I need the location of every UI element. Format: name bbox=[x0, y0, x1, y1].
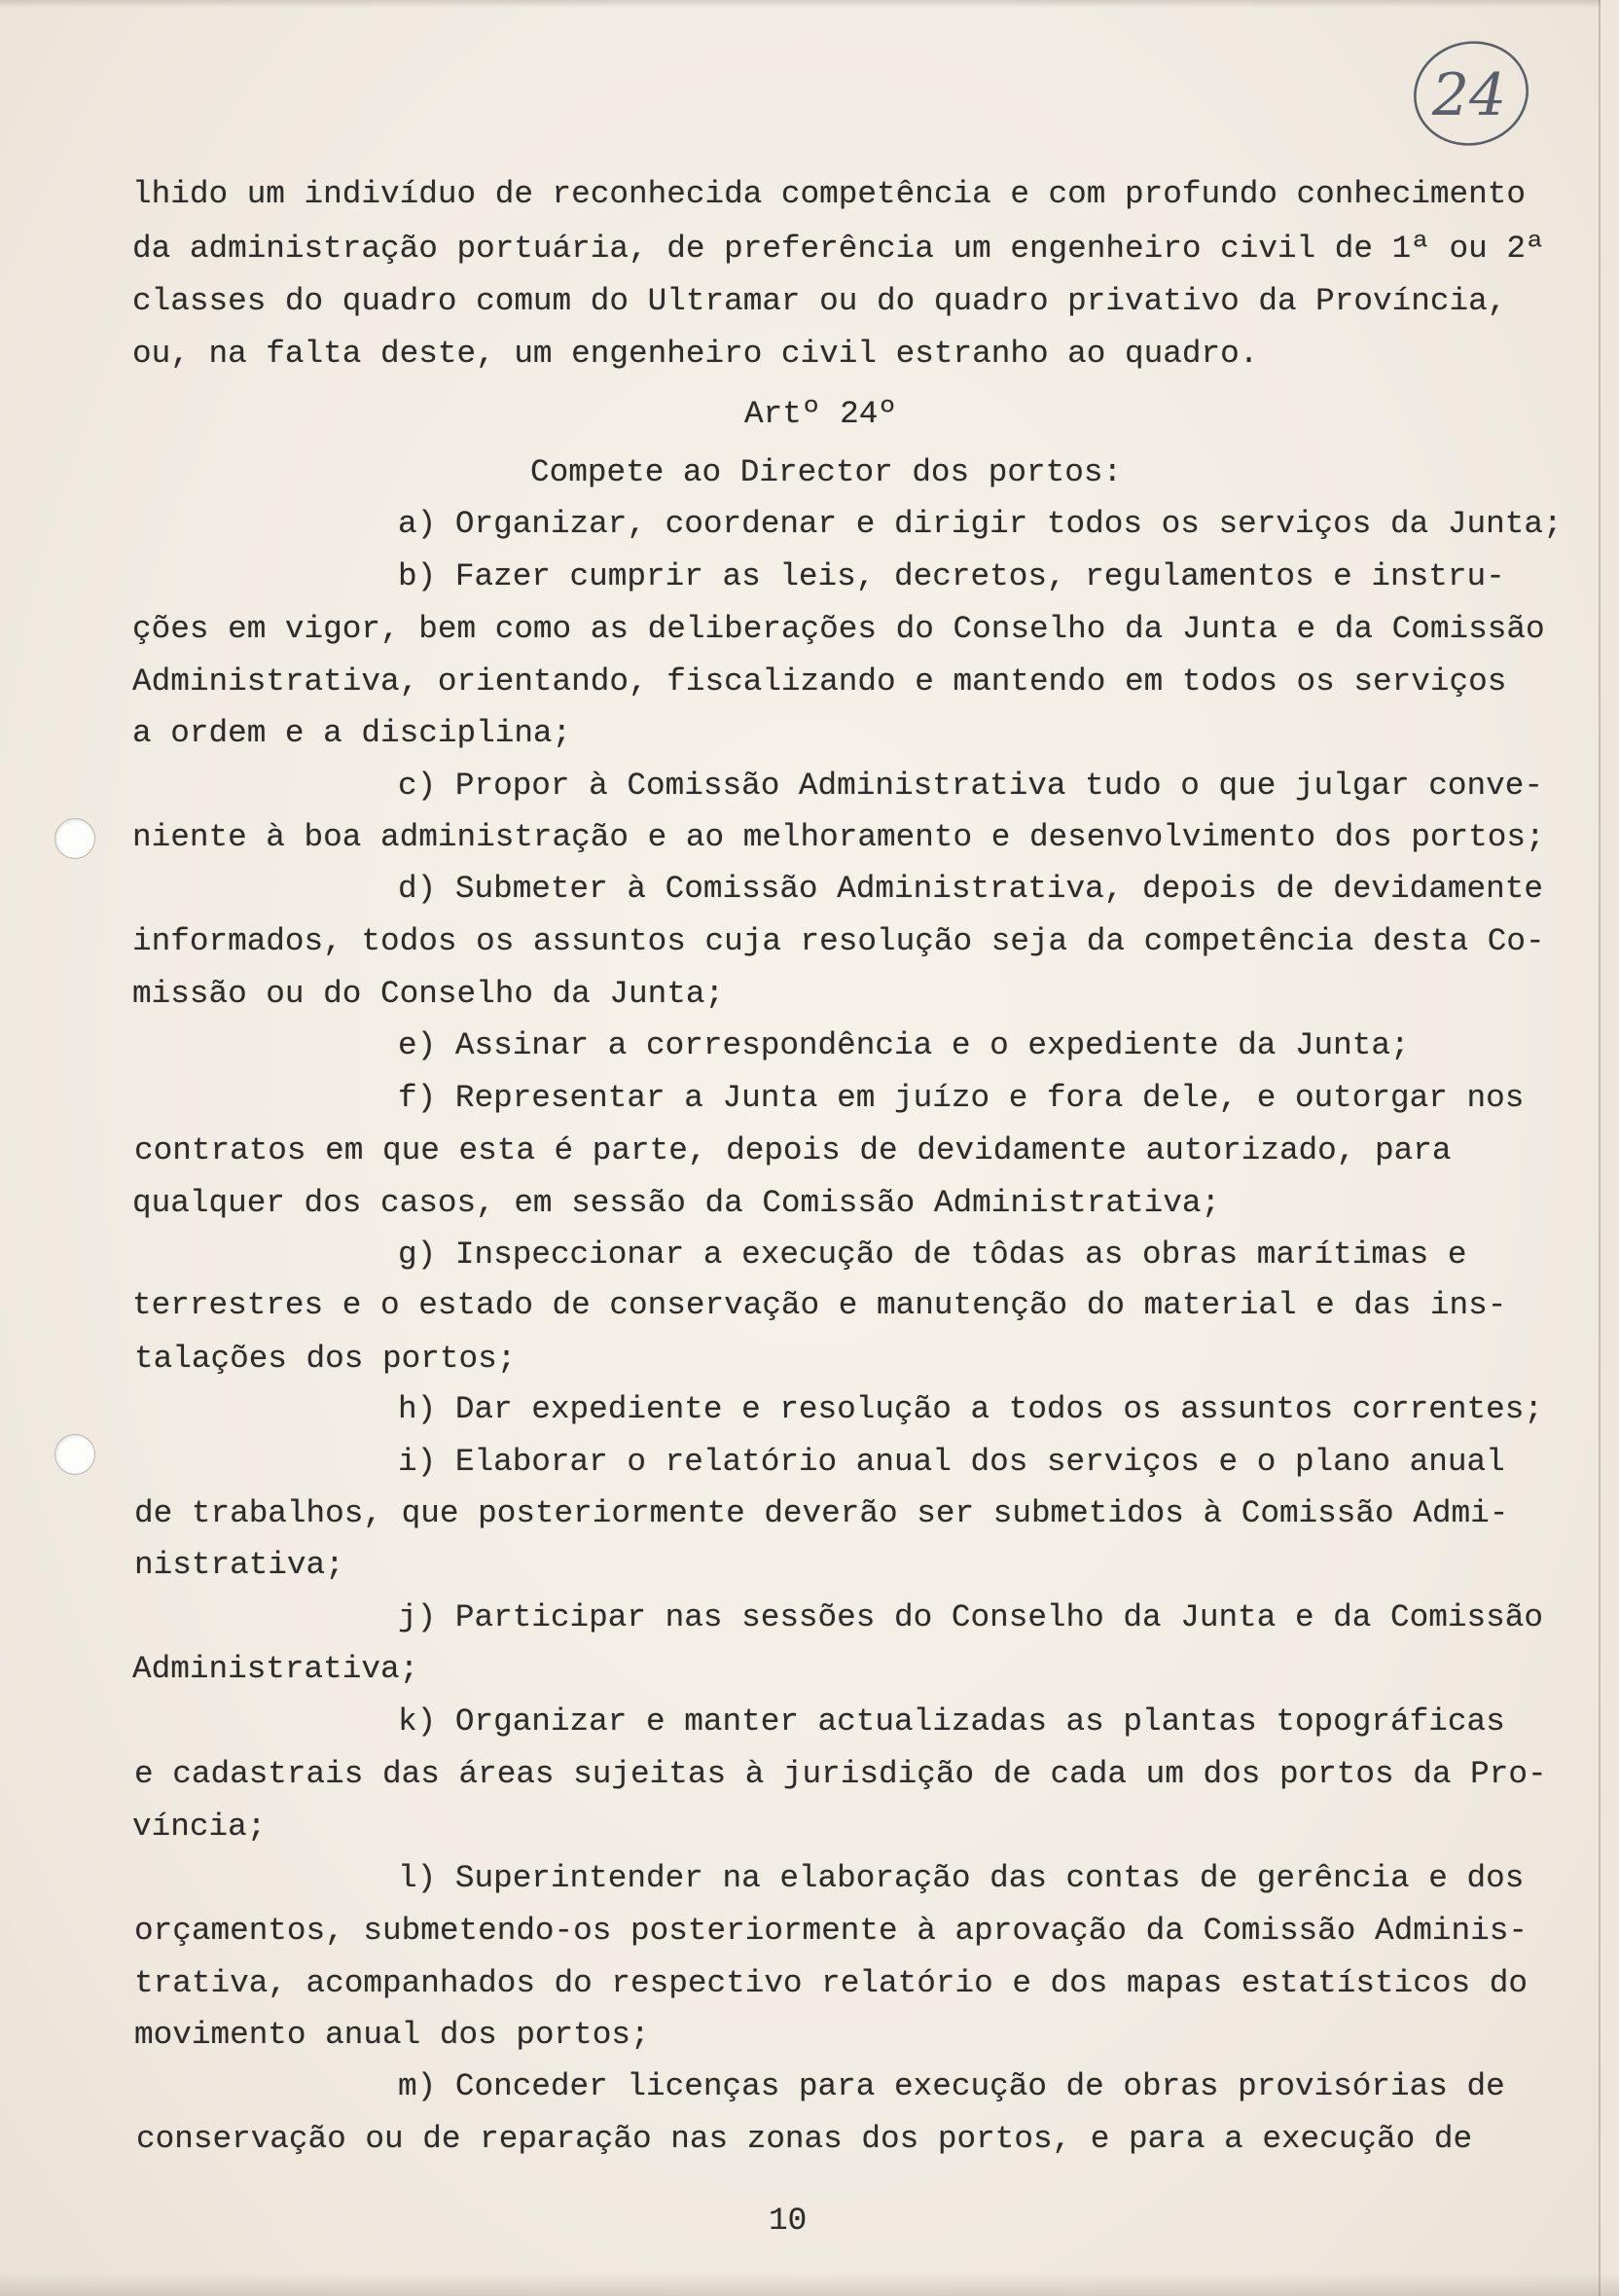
item-line: talações dos portos; bbox=[134, 1341, 517, 1377]
item-line: nistrativa; bbox=[134, 1547, 344, 1583]
item-line: conservação ou de reparação nas zonas dos portos, e para a execução de bbox=[136, 2121, 1473, 2157]
punch-hole bbox=[54, 818, 95, 859]
item-line: ções em vigor, bem como as deliberações do Conselho da Junta e da Comissão bbox=[132, 611, 1545, 647]
item-line: qualquer dos casos, em sessão da Comissão Administrativa; bbox=[132, 1185, 1221, 1221]
item-line: de trabalhos, que posteriormente deverão ser submetidos à Comissão Admi- bbox=[134, 1495, 1509, 1531]
item-line: m) Conceder licenças para execução de obras provisórias de bbox=[398, 2068, 1505, 2104]
article-lead: Compete ao Director dos portos: bbox=[530, 454, 1123, 490]
item-line: informados, todos os assuntos cuja resolução seja da competência desta Co- bbox=[132, 923, 1545, 959]
item-line: d) Submeter à Comissão Administrativa, depois de devidamente bbox=[398, 871, 1543, 907]
paper-top-edge bbox=[0, 0, 1619, 8]
item-line: e) Assinar a correspondência e o expediente da Junta; bbox=[398, 1027, 1410, 1063]
item-line: contratos em que esta é parte, depois de devidamente autorizado, para bbox=[134, 1132, 1452, 1168]
continuation-line: classes do quadro comum do Ultramar ou do quadro privativo da Província, bbox=[132, 283, 1507, 319]
item-line: l) Superintender na elaboração das contas de gerência e dos bbox=[398, 1860, 1525, 1896]
item-line: orçamentos, submetendo-os posteriormente à aprovação da Comissão Adminis- bbox=[134, 1913, 1528, 1949]
item-line: b) Fazer cumprir as leis, decretos, regulamentos e instru- bbox=[398, 558, 1505, 594]
item-line: h) Dar expediente e resolução a todos os assuntos correntes; bbox=[398, 1391, 1543, 1427]
item-line: Administrativa, orientando, fiscalizando e mantendo em todos os serviços bbox=[132, 664, 1507, 700]
item-line: terrestres e o estado de conservação e manutenção do material e das ins- bbox=[132, 1287, 1507, 1323]
continuation-line: lhido um indivíduo de reconhecida competência e com profundo conhecimento bbox=[132, 176, 1526, 212]
article-heading: Artº 24º bbox=[744, 396, 897, 432]
page-number: 10 bbox=[769, 2203, 808, 2239]
item-line: e cadastrais das áreas sujeitas à jurisdição de cada um dos portos da Pro- bbox=[134, 1756, 1547, 1792]
item-line: trativa, acompanhados do respectivo relatório e dos mapas estatísticos do bbox=[134, 1965, 1528, 2001]
punch-hole bbox=[54, 1434, 95, 1475]
continuation-line: ou, na falta deste, um engenheiro civil estranho ao quadro. bbox=[132, 336, 1259, 372]
paper-right-edge bbox=[1599, 0, 1601, 2296]
paper-right-margin bbox=[1601, 0, 1619, 2296]
item-line: f) Representar a Junta em juízo e fora dele, e outorgar nos bbox=[398, 1080, 1525, 1116]
item-line: c) Propor à Comissão Administrativa tudo o que julgar conve- bbox=[398, 768, 1543, 804]
item-line: k) Organizar e manter actualizadas as plantas topográficas bbox=[398, 1704, 1505, 1740]
item-line: a) Organizar, coordenar e dirigir todos os serviços da Junta; bbox=[398, 506, 1563, 542]
paper-bottom-edge bbox=[0, 2273, 1619, 2296]
item-line: missão ou do Conselho da Junta; bbox=[132, 976, 725, 1012]
item-line: j) Participar nas sessões do Conselho da Junta e da Comissão bbox=[398, 1599, 1543, 1635]
continuation-line: da administração portuária, de preferência um engenheiro civil de 1ª ou 2ª bbox=[132, 231, 1545, 267]
item-line: i) Elaborar o relatório anual dos serviços e o plano anual bbox=[398, 1444, 1505, 1480]
annotation-number: 24 bbox=[1431, 61, 1507, 129]
handwritten-folio-annotation bbox=[1407, 29, 1539, 156]
item-line: Administrativa; bbox=[132, 1651, 419, 1687]
item-line: movimento anual dos portos; bbox=[134, 2017, 650, 2053]
item-line: víncia; bbox=[132, 1809, 267, 1845]
item-line: niente à boa administração e ao melhoramento e desenvolvimento dos portos; bbox=[132, 819, 1545, 855]
item-line: a ordem e a disciplina; bbox=[132, 715, 572, 751]
item-line: g) Inspeccionar a execução de tôdas as obras marítimas e bbox=[398, 1237, 1467, 1273]
